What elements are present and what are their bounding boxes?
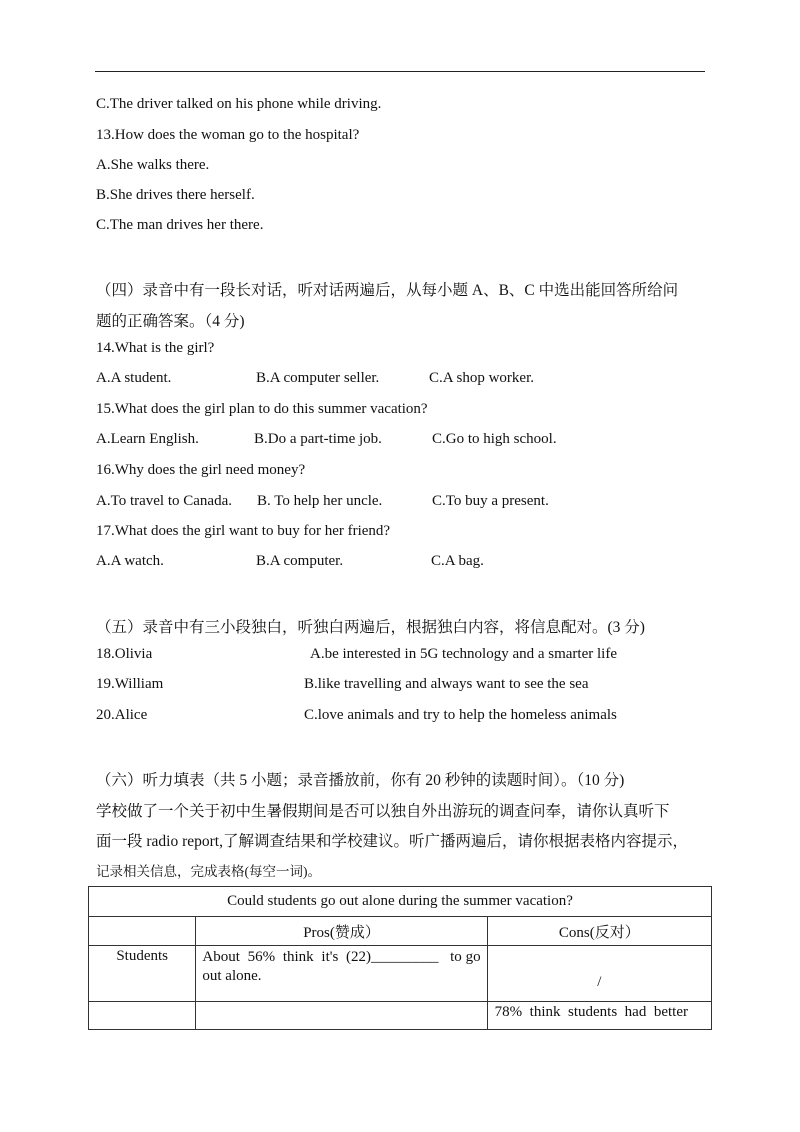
header-empty-cell: [89, 917, 196, 946]
q16-option-b: B. To help her uncle.: [257, 493, 383, 509]
table-header-row: [89, 917, 712, 946]
section6-instruction-line3: 面一段 radio report,了解调查结果和学校建议。听广播两遍后，请你根据表格内容提示，: [96, 833, 688, 850]
q13-option-b: B.She drives there herself.: [96, 187, 255, 203]
q15-question: 15.What does the girl plan to do this summer vacation?: [96, 401, 428, 417]
header-pros: Pros(赞成）: [196, 917, 487, 946]
row2-cons-cell: 78% think students had better: [487, 1002, 711, 1030]
header-rule: [95, 71, 705, 72]
matching-choice-b: B.like travelling and always want to see the sea: [304, 676, 589, 692]
q14-option-b: B.A computer seller.: [256, 370, 380, 386]
table-title: Could students go out alone during the summer vacation?: [89, 887, 712, 917]
q15-option-c: C.Go to high school.: [432, 431, 557, 447]
matching-name-william: 19.William: [96, 676, 164, 692]
table-row: [89, 1002, 712, 1030]
q17-option-c: C.A bag.: [431, 553, 484, 569]
q17-option-a: A.A watch.: [96, 553, 164, 569]
matching-choice-a: A.be interested in 5G technology and a smarter life: [310, 646, 617, 662]
q16-option-a: A.To travel to Canada.: [96, 493, 232, 509]
section6-instruction-line2: 学校做了一个关于初中生暑假期间是否可以独自外出游玩的调查问奉，请你认真听下: [96, 803, 670, 820]
row2-label-cell: [89, 1002, 196, 1030]
q12-option-c: C.The driver talked on his phone while driving.: [96, 96, 382, 112]
section4-instruction-line2: 题的正确答案。（4 分): [96, 313, 245, 330]
matching-name-olivia: 18.Olivia: [96, 646, 153, 662]
section4-instruction-line1: （四）录音中有一段长对话，听对话两遍后，从每小题 A、B、C 中选出能回答所给问: [96, 282, 679, 299]
table-title-row: [89, 887, 712, 917]
students-cons-cell: /: [487, 946, 711, 1002]
table-row: [89, 946, 712, 1002]
header-cons: Cons(反对）: [487, 917, 711, 946]
section6-instruction-line4: 记录相关信息，完成表格(每空一词)。: [96, 864, 321, 879]
section6-instruction-line1: （六）听力填表（共 5 小题；录音播放前，你有 20 秒钟的读题时间）。（10 分): [96, 772, 625, 789]
q13-option-c: C.The man drives her there.: [96, 217, 264, 233]
survey-table: [88, 886, 712, 1030]
q16-option-c: C.To buy a present.: [432, 493, 549, 509]
q17-question: 17.What does the girl want to buy for her friend?: [96, 523, 391, 539]
row2-pros-cell: [196, 1002, 487, 1030]
q15-option-b: B.Do a part-time job.: [254, 431, 382, 447]
q14-question: 14.What is the girl?: [96, 340, 215, 356]
row-label-students: Students: [89, 946, 196, 1002]
q14-option-a: A.A student.: [96, 370, 172, 386]
section5-instruction: （五）录音中有三小段独白，听独白两遍后，根据独白内容，将信息配对。(3 分): [96, 619, 645, 636]
q17-option-b: B.A computer.: [256, 553, 344, 569]
students-pros-cell: About 56% think it's (22)_________ to go out alone.: [196, 946, 487, 1002]
matching-name-alice: 20.Alice: [96, 707, 148, 723]
q15-option-a: A.Learn English.: [96, 431, 199, 447]
q13-question: 13.How does the woman go to the hospital?: [96, 127, 360, 143]
matching-choice-c: C.love animals and try to help the homeless animals: [304, 707, 617, 723]
q13-option-a: A.She walks there.: [96, 157, 210, 173]
q14-option-c: C.A shop worker.: [429, 370, 534, 386]
q16-question: 16.Why does the girl need money?: [96, 462, 306, 478]
